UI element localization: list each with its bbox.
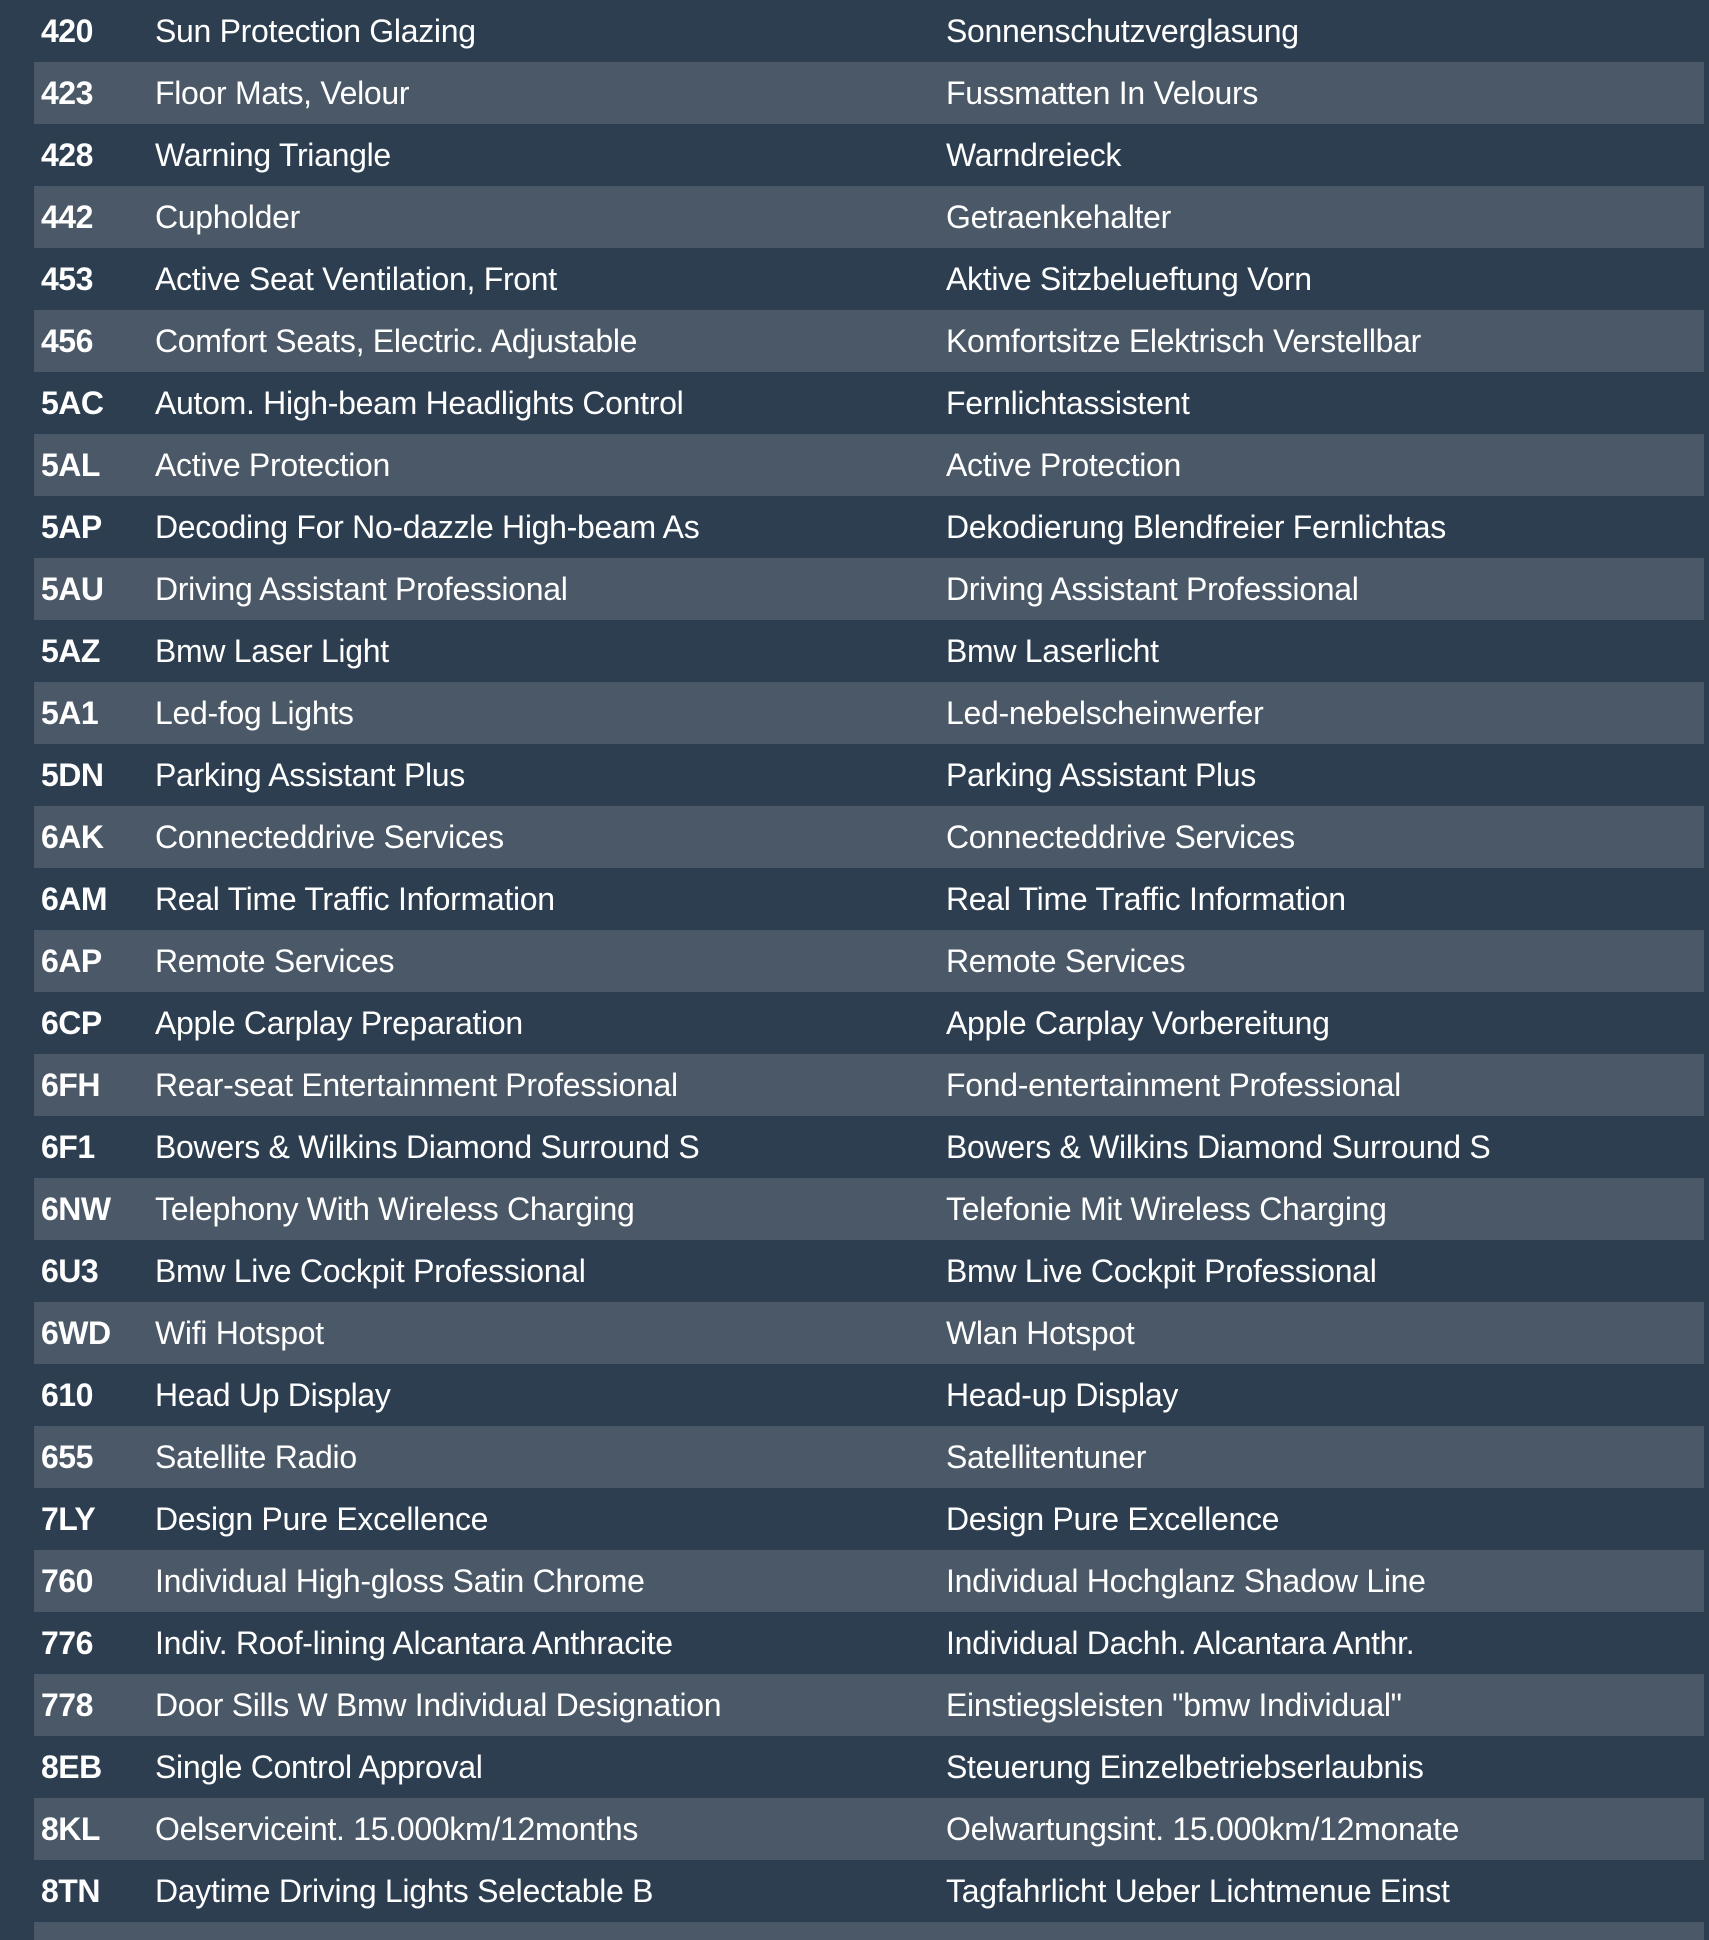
table-row bbox=[34, 1860, 1704, 1922]
table-row bbox=[34, 1302, 1704, 1364]
option-name-english: Daytime Driving Lights Selectable B bbox=[155, 1872, 654, 1909]
option-code: 6AK bbox=[41, 818, 104, 855]
option-name-english: Autom. High-beam Headlights Control bbox=[155, 384, 684, 421]
option-name-german: Warndreieck bbox=[946, 136, 1122, 173]
option-name-english: Cupholder bbox=[155, 198, 300, 235]
option-code: 442 bbox=[41, 198, 93, 235]
option-code: 760 bbox=[41, 1562, 93, 1599]
table-row bbox=[34, 682, 1704, 744]
option-name-english: Sun Protection Glazing bbox=[155, 12, 476, 49]
table-row bbox=[34, 1426, 1704, 1488]
option-name-english: Remote Services bbox=[155, 942, 395, 979]
option-code: 6U3 bbox=[41, 1252, 99, 1289]
option-name-english: Floor Mats, Velour bbox=[155, 74, 410, 111]
option-name-german: Remote Services bbox=[946, 942, 1186, 979]
table-row bbox=[34, 1550, 1704, 1612]
table-row bbox=[34, 124, 1704, 186]
table-row bbox=[34, 1054, 1704, 1116]
option-name-english: Wifi Hotspot bbox=[155, 1314, 324, 1351]
option-name-german: Bmw Laserlicht bbox=[946, 632, 1159, 669]
option-name-german: Led-nebelscheinwerfer bbox=[946, 694, 1264, 731]
option-name-english: Bowers & Wilkins Diamond Surround S bbox=[155, 1128, 700, 1165]
table-row bbox=[34, 1612, 1704, 1674]
option-code: 6F1 bbox=[41, 1128, 95, 1165]
option-name-english: Warning Triangle bbox=[155, 136, 391, 173]
option-code: 5AU bbox=[41, 570, 104, 607]
option-name-german: Aktive Sitzbelueftung Vorn bbox=[946, 260, 1312, 297]
table-row bbox=[34, 62, 1704, 124]
option-code: 6AM bbox=[41, 880, 108, 917]
option-code: 5DN bbox=[41, 756, 104, 793]
table-row bbox=[34, 1488, 1704, 1550]
table-row bbox=[34, 310, 1704, 372]
option-name-german: Fond-entertainment Professional bbox=[946, 1066, 1401, 1103]
option-code: 6CP bbox=[41, 1004, 102, 1041]
option-name-german: Fernlichtassistent bbox=[946, 384, 1190, 421]
option-name-german: Einstiegsleisten "bmw Individual" bbox=[946, 1686, 1402, 1723]
option-code: 5AL bbox=[41, 446, 100, 483]
option-name-english: Single Control Approval bbox=[155, 1748, 483, 1785]
option-name-german: Driving Assistant Professional bbox=[946, 570, 1359, 607]
table-row bbox=[34, 930, 1704, 992]
option-code: 8EB bbox=[41, 1748, 102, 1785]
table-row bbox=[34, 868, 1704, 930]
table-row bbox=[34, 1798, 1704, 1860]
option-name-english: Decoding For No-dazzle High-beam As bbox=[155, 508, 700, 545]
table-row bbox=[34, 1178, 1704, 1240]
option-name-german: Parking Assistant Plus bbox=[946, 756, 1256, 793]
option-name-english: Comfort Seats, Electric. Adjustable bbox=[155, 322, 638, 359]
option-code: 428 bbox=[41, 136, 93, 173]
option-name-english: Led-fog Lights bbox=[155, 694, 354, 731]
option-code: 8KL bbox=[41, 1810, 100, 1847]
option-name-english: Individual High-gloss Satin Chrome bbox=[155, 1562, 645, 1599]
option-name-english: Satellite Radio bbox=[155, 1438, 357, 1475]
option-code: 655 bbox=[41, 1438, 93, 1475]
option-name-english: Design Pure Excellence bbox=[155, 1500, 489, 1537]
option-name-german: Dekodierung Blendfreier Fernlichtas bbox=[946, 508, 1446, 545]
option-name-english: Active Protection bbox=[155, 446, 391, 483]
option-name-german: Getraenkehalter bbox=[946, 198, 1171, 235]
option-code: 8TN bbox=[41, 1872, 100, 1909]
option-name-english: Door Sills W Bmw Individual Designation bbox=[155, 1686, 722, 1723]
option-name-german: Bmw Live Cockpit Professional bbox=[946, 1252, 1377, 1289]
option-name-german: Satellitentuner bbox=[946, 1438, 1147, 1475]
table-row bbox=[34, 620, 1704, 682]
option-name-german: Steuerung Einzelbetriebserlaubnis bbox=[946, 1748, 1424, 1785]
option-name-english: Real Time Traffic Information bbox=[155, 880, 555, 917]
option-name-german: Oelwartungsint. 15.000km/12monate bbox=[946, 1810, 1460, 1847]
option-code: 5AC bbox=[41, 384, 104, 421]
option-name-english: Head Up Display bbox=[155, 1376, 391, 1413]
option-name-german: Connecteddrive Services bbox=[946, 818, 1295, 855]
option-name-english: Apple Carplay Preparation bbox=[155, 1004, 523, 1041]
option-name-german: Wlan Hotspot bbox=[946, 1314, 1135, 1351]
option-name-german: Sonnenschutzverglasung bbox=[946, 12, 1299, 49]
option-name-english: Bmw Laser Light bbox=[155, 632, 389, 669]
option-code: 423 bbox=[41, 74, 93, 111]
option-code: 6NW bbox=[41, 1190, 111, 1227]
option-name-english: Connecteddrive Services bbox=[155, 818, 504, 855]
table-row bbox=[34, 806, 1704, 868]
option-code: 7LY bbox=[41, 1500, 96, 1537]
option-name-english: Oelserviceint. 15.000km/12months bbox=[155, 1810, 639, 1847]
option-code: 420 bbox=[41, 12, 93, 49]
option-code: 6FH bbox=[41, 1066, 100, 1103]
option-name-english: Driving Assistant Professional bbox=[155, 570, 568, 607]
table-row bbox=[34, 744, 1704, 806]
option-code: 5AZ bbox=[41, 632, 100, 669]
option-name-german: Active Protection bbox=[946, 446, 1182, 483]
option-code: 5A1 bbox=[41, 694, 99, 731]
option-code: 6AP bbox=[41, 942, 102, 979]
table-row bbox=[34, 1674, 1704, 1736]
table-row bbox=[34, 0, 1704, 62]
option-name-german: Telefonie Mit Wireless Charging bbox=[946, 1190, 1387, 1227]
option-code: 6WD bbox=[41, 1314, 111, 1351]
table-row bbox=[34, 186, 1704, 248]
table-row bbox=[34, 372, 1704, 434]
table-row bbox=[34, 1364, 1704, 1426]
option-name-german: Bowers & Wilkins Diamond Surround S bbox=[946, 1128, 1491, 1165]
option-code: 610 bbox=[41, 1376, 93, 1413]
option-name-english: Rear-seat Entertainment Professional bbox=[155, 1066, 678, 1103]
option-name-german: Design Pure Excellence bbox=[946, 1500, 1280, 1537]
option-name-english: Bmw Live Cockpit Professional bbox=[155, 1252, 586, 1289]
option-name-english: Telephony With Wireless Charging bbox=[155, 1190, 635, 1227]
table-row bbox=[34, 1736, 1704, 1798]
table-row bbox=[34, 434, 1704, 496]
option-name-english: Indiv. Roof-lining Alcantara Anthracite bbox=[155, 1624, 673, 1661]
option-name-english: Active Seat Ventilation, Front bbox=[155, 260, 557, 297]
option-code: 776 bbox=[41, 1624, 93, 1661]
option-code: 778 bbox=[41, 1686, 93, 1723]
options-table bbox=[34, 0, 1704, 1940]
option-code: 456 bbox=[41, 322, 93, 359]
option-name-german: Head-up Display bbox=[946, 1376, 1179, 1413]
option-code: 453 bbox=[41, 260, 93, 297]
option-name-german: Komfortsitze Elektrisch Verstellbar bbox=[946, 322, 1422, 359]
table-row-partial bbox=[34, 1922, 1704, 1940]
option-name-german: Apple Carplay Vorbereitung bbox=[946, 1004, 1330, 1041]
table-row bbox=[34, 1240, 1704, 1302]
table-row bbox=[34, 496, 1704, 558]
option-name-german: Tagfahrlicht Ueber Lichtmenue Einst bbox=[946, 1872, 1450, 1909]
option-name-german: Individual Hochglanz Shadow Line bbox=[946, 1562, 1426, 1599]
option-code: 5AP bbox=[41, 508, 102, 545]
option-name-german: Real Time Traffic Information bbox=[946, 880, 1346, 917]
table-row bbox=[34, 1116, 1704, 1178]
option-name-german: Fussmatten In Velours bbox=[946, 74, 1259, 111]
table-row bbox=[34, 248, 1704, 310]
option-name-german: Individual Dachh. Alcantara Anthr. bbox=[946, 1624, 1415, 1661]
option-name-english: Parking Assistant Plus bbox=[155, 756, 465, 793]
table-row bbox=[34, 558, 1704, 620]
table-row bbox=[34, 992, 1704, 1054]
